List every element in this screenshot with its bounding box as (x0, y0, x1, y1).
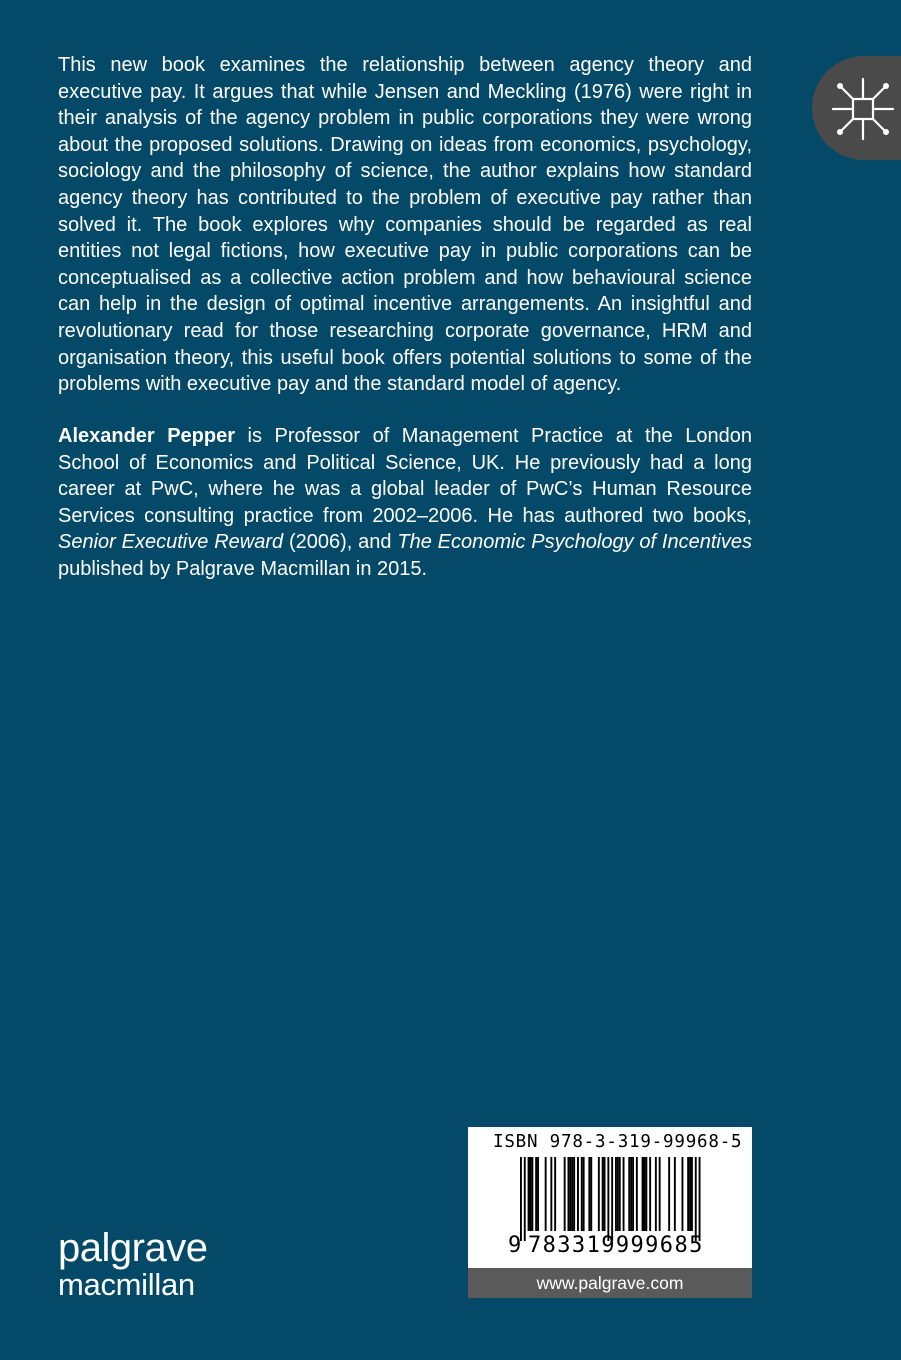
barcode-bar (588, 1157, 590, 1231)
barcode-bar (682, 1157, 684, 1231)
logo-line-2: macmillan (58, 1267, 195, 1302)
barcode-panel (468, 1127, 752, 1298)
barcode-bar (531, 1157, 533, 1231)
book-title-1: Senior Executive Reward (58, 531, 284, 554)
barcode-bar (689, 1157, 691, 1231)
barcode-bar (674, 1157, 676, 1231)
bio-text-1: is Professor of Management Practice at the London School of Economics and Political Science, UK. He previously had a long career at PwC, where he was a global leader of PwC’s Human Resource Services consulting practice from 2002–2006. He has authored two books, (58, 425, 752, 527)
barcode-bar (564, 1157, 566, 1231)
ean-first-digit: 9 (508, 1233, 523, 1258)
isbn-label: ISBN 978-3-319-99968-5 (493, 1132, 743, 1152)
barcode-bar (545, 1157, 547, 1231)
barcode-bar (649, 1157, 651, 1231)
barcode-bar (632, 1157, 634, 1231)
publisher-url: www.palgrave.com (468, 1268, 752, 1298)
barcode-bar (668, 1157, 670, 1231)
barcode-bar (581, 1157, 583, 1231)
barcode-bar (636, 1157, 638, 1231)
barcode-bar (687, 1157, 689, 1231)
barcode-bar (623, 1157, 625, 1231)
book-description: This new book examines the relationship between agency theory and executive pay. It argues that while Jensen and Meckling (1976) were right in their analysis of the agency problem in public corporations they were wrong about the proposed solutions. Drawing on ideas from economics, psychology, sociology and the philosophy of science, the author explains how standard agency theory has contributed to the problem of executive pay rather than solved it. The book explores why companies should be regarded as real entities not legal fictions, how executive pay in public corporations can be conceptualised as a collective action problem and how behavioural science can help in the design of optimal incentive arrangements. An insightful and revolutionary read for those researching corporate governance, HRM and organisation theory, this useful book offers potential solutions to some of the problems with executive pay and the standard model of agency. (58, 54, 752, 396)
barcode-bar (628, 1157, 630, 1231)
barcode-bar (619, 1157, 621, 1231)
barcode-bar (598, 1157, 600, 1231)
barcode-bar (691, 1157, 693, 1231)
barcode-bar (607, 1157, 609, 1241)
barcode-bar (642, 1157, 644, 1231)
bio-text-3: published by Palgrave Macmillan in 2015. (58, 557, 428, 580)
book-title-2: The Economic Psychology of Incentives (397, 531, 752, 554)
barcode-bar (571, 1157, 573, 1231)
barcode-bar (569, 1157, 571, 1231)
barcode-bar (524, 1157, 526, 1241)
barcode-bar (645, 1157, 647, 1231)
barcode-bar (630, 1157, 632, 1231)
logo-line-1: palgrave (58, 1226, 208, 1270)
barcode-bar (602, 1157, 604, 1231)
barcode-bar (699, 1157, 701, 1241)
bio-text-2: (2006), and (283, 531, 398, 554)
barcode-bar (550, 1157, 552, 1231)
barcode-bar (535, 1157, 537, 1231)
barcode-bar (583, 1157, 585, 1231)
barcode-bar (659, 1157, 661, 1231)
barcode-bar (590, 1157, 592, 1231)
barcode-bar (611, 1157, 613, 1241)
ean-digits: 783319999685 (528, 1233, 704, 1258)
barcode-bar (644, 1157, 646, 1231)
barcode-bar (528, 1157, 530, 1231)
palgrave-star-icon (830, 76, 896, 142)
barcode-bar (520, 1157, 522, 1241)
barcode-bar (554, 1157, 556, 1231)
author-bio (58, 423, 752, 583)
barcode-bar (604, 1157, 606, 1231)
publisher-logo (58, 1228, 207, 1302)
barcode-bar (568, 1157, 570, 1231)
barcode-bar (577, 1157, 579, 1231)
barcode-bar (615, 1157, 617, 1231)
publisher-emblem (812, 56, 901, 160)
author-name: Alexander Pepper (58, 425, 236, 447)
barcode-bar (530, 1157, 532, 1231)
barcode-bar (695, 1157, 697, 1241)
barcode-bar (617, 1157, 619, 1231)
barcode-bar (537, 1157, 539, 1231)
barcode-bar (655, 1157, 657, 1231)
barcode-bar (573, 1157, 575, 1231)
